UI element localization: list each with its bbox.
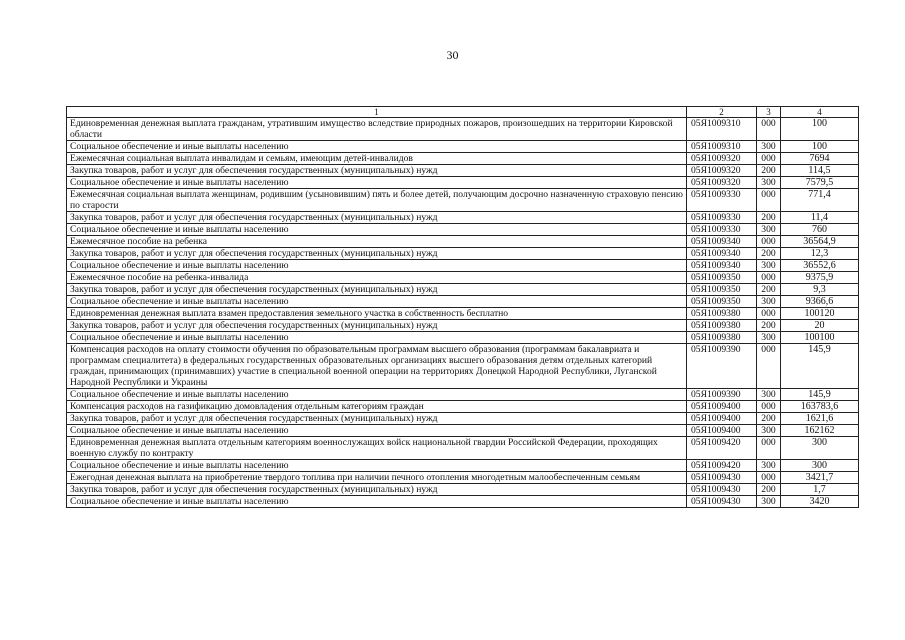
row-name: Социальное обеспечение и иные выплаты населению (67, 496, 687, 508)
row-vr: 200 (757, 413, 781, 425)
row-sum: 1621,6 (781, 413, 859, 425)
row-name: Закупка товаров, работ и услуг для обеспечения государственных (муниципальных) нужд (67, 284, 687, 296)
row-vr: 000 (757, 118, 781, 141)
column-header-3: 3 (757, 107, 781, 118)
row-code: 05Я1009320 (687, 153, 757, 165)
table-row (67, 224, 859, 236)
table-row (67, 165, 859, 177)
column-header-2: 2 (687, 107, 757, 118)
table-body (67, 118, 859, 508)
table-row (67, 472, 859, 484)
row-code: 05Я1009430 (687, 496, 757, 508)
row-code: 05Я1009380 (687, 308, 757, 320)
row-sum: 100 (781, 141, 859, 153)
row-vr: 000 (757, 236, 781, 248)
row-code: 05Я1009430 (687, 472, 757, 484)
row-sum: 162162 (781, 425, 859, 437)
row-vr: 300 (757, 260, 781, 272)
row-sum: 36552,6 (781, 260, 859, 272)
row-name: Социальное обеспечение и иные выплаты населению (67, 224, 687, 236)
row-sum: 100100 (781, 332, 859, 344)
table-row (67, 460, 859, 472)
row-name: Единовременная денежная выплата отдельным категориям военнослужащих войск национальной гвардии Российской Федерации, проходящих военную службу по контракту (67, 437, 687, 460)
row-name: Социальное обеспечение и иные выплаты населению (67, 260, 687, 272)
row-vr: 000 (757, 153, 781, 165)
row-vr: 300 (757, 460, 781, 472)
column-header-1: 1 (67, 107, 687, 118)
row-vr: 000 (757, 437, 781, 460)
row-name: Единовременная денежная выплата взамен предоставления земельного участка в собственность бесплатно (67, 308, 687, 320)
row-vr: 200 (757, 165, 781, 177)
row-vr: 300 (757, 389, 781, 401)
row-name: Ежемесячное пособие на ребенка-инвалида (67, 272, 687, 284)
row-name: Социальное обеспечение и иные выплаты населению (67, 460, 687, 472)
row-code: 05Я1009400 (687, 413, 757, 425)
row-code: 05Я1009310 (687, 118, 757, 141)
table-row (67, 118, 859, 141)
row-sum: 9,3 (781, 284, 859, 296)
row-name: Закупка товаров, работ и услуг для обеспечения государственных (муниципальных) нужд (67, 484, 687, 496)
table-row (67, 248, 859, 260)
row-sum: 145,9 (781, 389, 859, 401)
row-name: Закупка товаров, работ и услуг для обеспечения государственных (муниципальных) нужд (67, 165, 687, 177)
row-code: 05Я1009310 (687, 141, 757, 153)
table-row (67, 425, 859, 437)
row-code: 05Я1009430 (687, 484, 757, 496)
table-row (67, 320, 859, 332)
row-vr: 000 (757, 189, 781, 212)
row-sum: 3420 (781, 496, 859, 508)
row-name: Закупка товаров, работ и услуг для обеспечения государственных (муниципальных) нужд (67, 212, 687, 224)
row-name: Социальное обеспечение и иные выплаты населению (67, 177, 687, 189)
table-row (67, 389, 859, 401)
table-row (67, 308, 859, 320)
row-name: Социальное обеспечение и иные выплаты населению (67, 332, 687, 344)
page-number: 30 (446, 48, 459, 62)
row-name: Ежемесячное пособие на ребенка (67, 236, 687, 248)
table-row (67, 177, 859, 189)
row-vr: 200 (757, 212, 781, 224)
row-code: 05Я1009390 (687, 389, 757, 401)
row-code: 05Я1009340 (687, 248, 757, 260)
row-name: Ежегодная денежная выплата на приобретение твердого топлива при наличии печного отопления многодетным малообеспеченным семьям (67, 472, 687, 484)
row-sum: 760 (781, 224, 859, 236)
table-row (67, 296, 859, 308)
row-name: Закупка товаров, работ и услуг для обеспечения государственных (муниципальных) нужд (67, 320, 687, 332)
row-sum: 145,9 (781, 344, 859, 389)
row-sum: 300 (781, 437, 859, 460)
table-row (67, 344, 859, 389)
row-sum: 7694 (781, 153, 859, 165)
row-code: 05Я1009350 (687, 272, 757, 284)
row-code: 05Я1009340 (687, 260, 757, 272)
row-vr: 300 (757, 332, 781, 344)
row-code: 05Я1009330 (687, 212, 757, 224)
table-row (67, 141, 859, 153)
table-row (67, 272, 859, 284)
row-name: Единовременная денежная выплата гражданам, утратившим имущество вследствие природных пожаров, произошедших на территории Кировской области (67, 118, 687, 141)
table-row (67, 284, 859, 296)
row-vr: 200 (757, 284, 781, 296)
table-row (67, 437, 859, 460)
row-vr: 300 (757, 425, 781, 437)
row-sum: 300 (781, 460, 859, 472)
row-sum: 11,4 (781, 212, 859, 224)
row-name: Компенсация расходов на оплату стоимости обучения по образовательным программам высшего образования (программам бакалавриата и программам специалитета) в федеральных государственных образовательных организациях высшего образования детям отдельных категорий граждан, принимающих (принимавших) участие в специальной военной операции на территориях Донецкой Народной Республики, Луганской Народной Республики и Украины (67, 344, 687, 389)
row-name: Закупка товаров, работ и услуг для обеспечения государственных (муниципальных) нужд (67, 413, 687, 425)
row-sum: 1,7 (781, 484, 859, 496)
row-name: Компенсация расходов на газификацию домовладения отдельным категориям граждан (67, 401, 687, 413)
row-sum: 9375,9 (781, 272, 859, 284)
row-code: 05Я1009330 (687, 189, 757, 212)
row-vr: 300 (757, 141, 781, 153)
row-code: 05Я1009420 (687, 460, 757, 472)
row-code: 05Я1009330 (687, 224, 757, 236)
row-vr: 000 (757, 308, 781, 320)
row-code: 05Я1009320 (687, 177, 757, 189)
row-vr: 000 (757, 344, 781, 389)
row-vr: 000 (757, 401, 781, 413)
row-name: Социальное обеспечение и иные выплаты населению (67, 389, 687, 401)
row-vr: 200 (757, 320, 781, 332)
row-sum: 100 (781, 118, 859, 141)
row-sum: 12,3 (781, 248, 859, 260)
row-code: 05Я1009380 (687, 332, 757, 344)
row-vr: 000 (757, 272, 781, 284)
row-code: 05Я1009400 (687, 425, 757, 437)
row-code: 05Я1009390 (687, 344, 757, 389)
row-code: 05Я1009400 (687, 401, 757, 413)
row-vr: 200 (757, 248, 781, 260)
row-vr: 300 (757, 177, 781, 189)
table-row (67, 332, 859, 344)
column-header-4: 4 (781, 107, 859, 118)
table-row (67, 413, 859, 425)
row-vr: 200 (757, 484, 781, 496)
table-row (67, 212, 859, 224)
table-row (67, 260, 859, 272)
row-name: Социальное обеспечение и иные выплаты населению (67, 296, 687, 308)
row-name: Социальное обеспечение и иные выплаты населению (67, 425, 687, 437)
row-vr: 300 (757, 224, 781, 236)
table-row (67, 484, 859, 496)
row-code: 05Я1009350 (687, 296, 757, 308)
table-header-row (67, 107, 859, 118)
row-code: 05Я1009340 (687, 236, 757, 248)
budget-table (66, 106, 859, 508)
row-vr: 300 (757, 296, 781, 308)
row-code: 05Я1009350 (687, 284, 757, 296)
row-sum: 100120 (781, 308, 859, 320)
table-row (67, 236, 859, 248)
row-code: 05Я1009380 (687, 320, 757, 332)
row-code: 05Я1009420 (687, 437, 757, 460)
row-name: Социальное обеспечение и иные выплаты населению (67, 141, 687, 153)
row-sum: 9366,6 (781, 296, 859, 308)
table-row (67, 496, 859, 508)
row-sum: 771,4 (781, 189, 859, 212)
row-sum: 36564,9 (781, 236, 859, 248)
row-vr: 300 (757, 496, 781, 508)
table-row (67, 189, 859, 212)
table-row (67, 401, 859, 413)
row-sum: 114,5 (781, 165, 859, 177)
table-row (67, 153, 859, 165)
row-sum: 3421,7 (781, 472, 859, 484)
row-name: Закупка товаров, работ и услуг для обеспечения государственных (муниципальных) нужд (67, 248, 687, 260)
row-vr: 000 (757, 472, 781, 484)
row-name: Ежемесячная социальная выплата инвалидам и семьям, имеющим детей-инвалидов (67, 153, 687, 165)
row-sum: 20 (781, 320, 859, 332)
row-sum: 7579,5 (781, 177, 859, 189)
row-code: 05Я1009320 (687, 165, 757, 177)
row-sum: 163783,6 (781, 401, 859, 413)
row-name: Ежемесячная социальная выплата женщинам, родившим (усыновившим) пять и более детей, получающим досрочно назначенную страховую пенсию по старости (67, 189, 687, 212)
